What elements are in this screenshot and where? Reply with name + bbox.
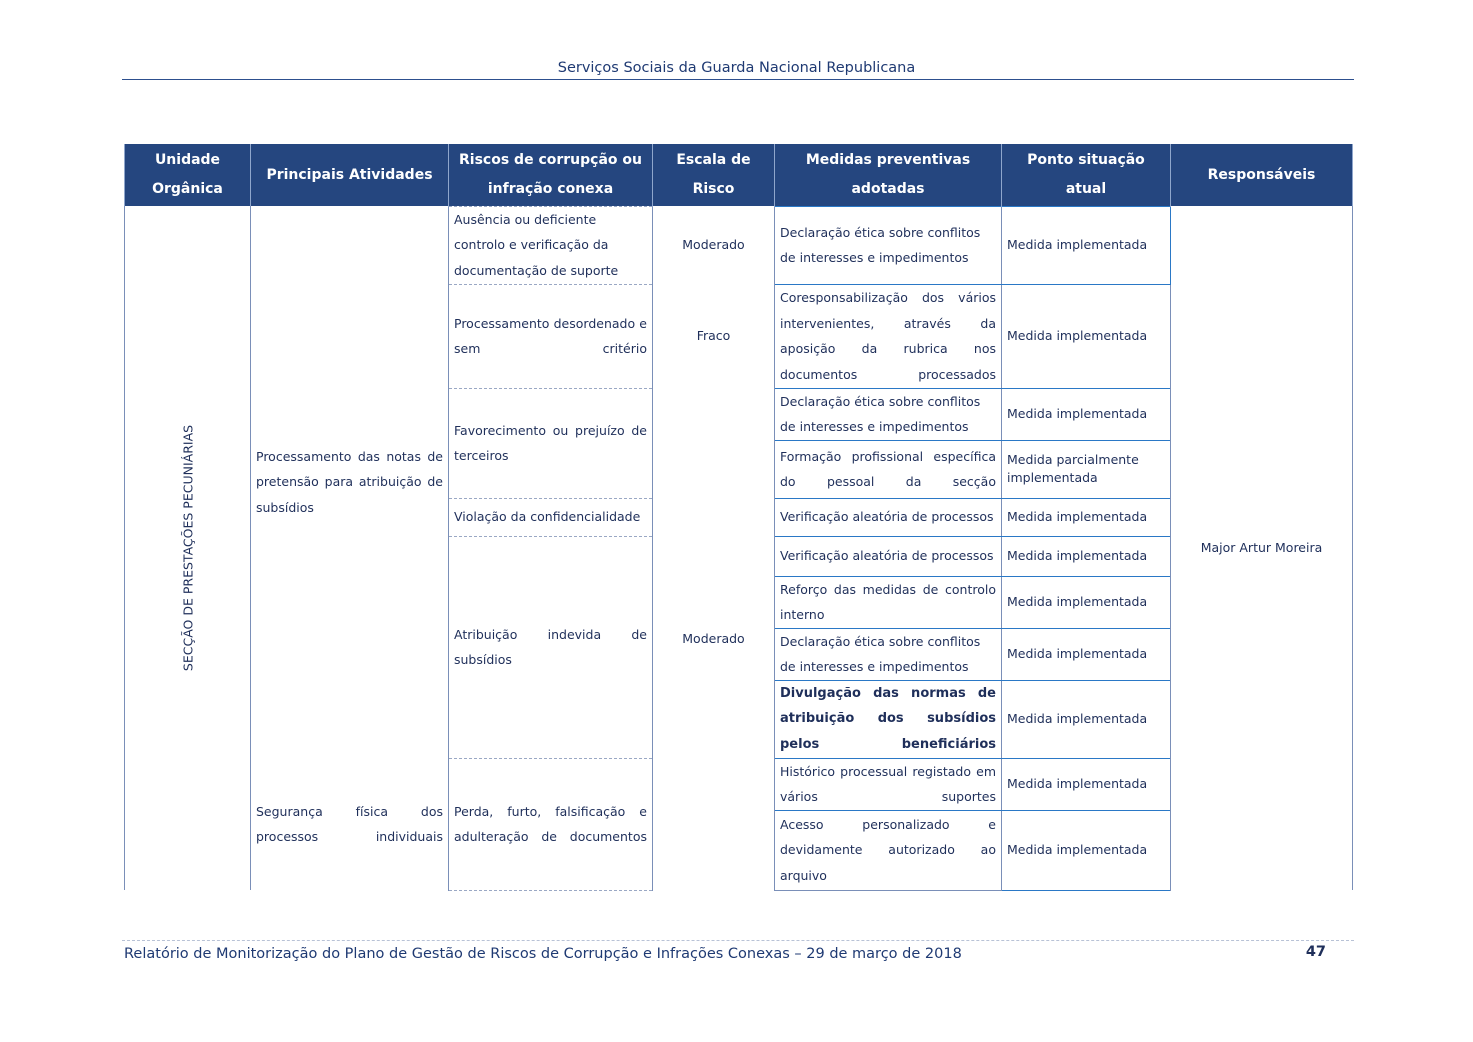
status-cell: Medida implementada	[1002, 388, 1171, 440]
col-header-unit: Unidade Orgânica	[125, 144, 251, 206]
measure-cell: Declaração ética sobre conflitos de interesses e impedimentos	[775, 628, 1002, 680]
col-header-activities: Principais Atividades	[251, 144, 449, 206]
status-cell: Medida implementada	[1002, 284, 1171, 388]
status-cell: Medida implementada	[1002, 810, 1171, 890]
unit-name: SECÇÃO DE PRESTAÇÕES PECUNIÁRIAS	[179, 424, 195, 672]
unit-cell	[125, 206, 251, 890]
col-header-status: Ponto situação atual	[1002, 144, 1171, 206]
scale-cell: Moderado	[653, 388, 775, 890]
risk-cell: Ausência ou deficiente controlo e verificação da documentação de suporte	[449, 206, 653, 284]
responsible-cell: Major Artur Moreira	[1171, 206, 1353, 890]
measure-cell: Declaração ética sobre conflitos de interesses e impedimentos	[775, 388, 1002, 440]
scale-cell: Fraco	[653, 284, 775, 388]
col-header-scale: Escala de Risco	[653, 144, 775, 206]
status-cell: Medida implementada	[1002, 758, 1171, 810]
status-cell: Medida implementada	[1002, 680, 1171, 758]
header-rule	[122, 79, 1354, 80]
measure-cell: Formação profissional específica do pessoal da secção	[775, 440, 1002, 498]
risk-cell: Violação da confidencialidade	[449, 498, 653, 536]
measure-cell: Verificação aleatória de processos	[775, 536, 1002, 576]
col-header-risks: Riscos de corrupção ou infração conexa	[449, 144, 653, 206]
page-number: 47	[1305, 944, 1326, 960]
status-cell: Medida implementada	[1002, 498, 1171, 536]
measure-cell: Histórico processual registado em vários suportes	[775, 758, 1002, 810]
footer-rule	[122, 940, 1354, 941]
status-cell: Medida implementada	[1002, 206, 1171, 284]
status-cell: Medida implementada	[1002, 536, 1171, 576]
scale-cell: Moderado	[653, 206, 775, 284]
measure-cell: Coresponsabilização dos vários intervenientes, através da aposição da rubrica nos documentos processados	[775, 284, 1002, 388]
page-header-title: Serviços Sociais da Guarda Nacional Republicana	[557, 60, 916, 76]
status-cell: Medida parcialmente implementada	[1002, 440, 1171, 498]
footer-text: Relatório de Monitorização do Plano de Gestão de Riscos de Corrupção e Infrações Conexas – 29 de março de 2018	[124, 946, 962, 962]
measure-cell: Verificação aleatória de processos	[775, 498, 1002, 536]
activity-cell: Processamento das notas de pretensão para atribuição de subsídios	[251, 206, 449, 758]
measure-cell: Reforço das medidas de controlo interno	[775, 576, 1002, 628]
status-cell: Medida implementada	[1002, 576, 1171, 628]
risk-cell: Favorecimento ou prejuízo de terceiros	[449, 388, 653, 498]
measure-cell: Acesso personalizado e devidamente autorizado ao arquivo	[775, 810, 1002, 890]
activity-cell: Segurança física dos processos individuais	[251, 758, 449, 890]
risk-cell: Perda, furto, falsificação e adulteração de documentos	[449, 758, 653, 890]
col-header-measures: Medidas preventivas adotadas	[775, 144, 1002, 206]
risk-cell: Atribuição indevida de subsídios	[449, 536, 653, 758]
table-header-row	[125, 144, 1353, 206]
risk-cell: Processamento desordenado e sem critério	[449, 284, 653, 388]
table-row	[125, 206, 1353, 284]
measure-cell: Divulgação das normas de atribuição dos subsídios pelos beneficiários	[775, 680, 1002, 758]
status-cell: Medida implementada	[1002, 628, 1171, 680]
risk-monitoring-table	[124, 144, 1353, 891]
measure-cell: Declaração ética sobre conflitos de interesses e impedimentos	[775, 206, 1002, 284]
col-header-responsible: Responsáveis	[1171, 144, 1353, 206]
